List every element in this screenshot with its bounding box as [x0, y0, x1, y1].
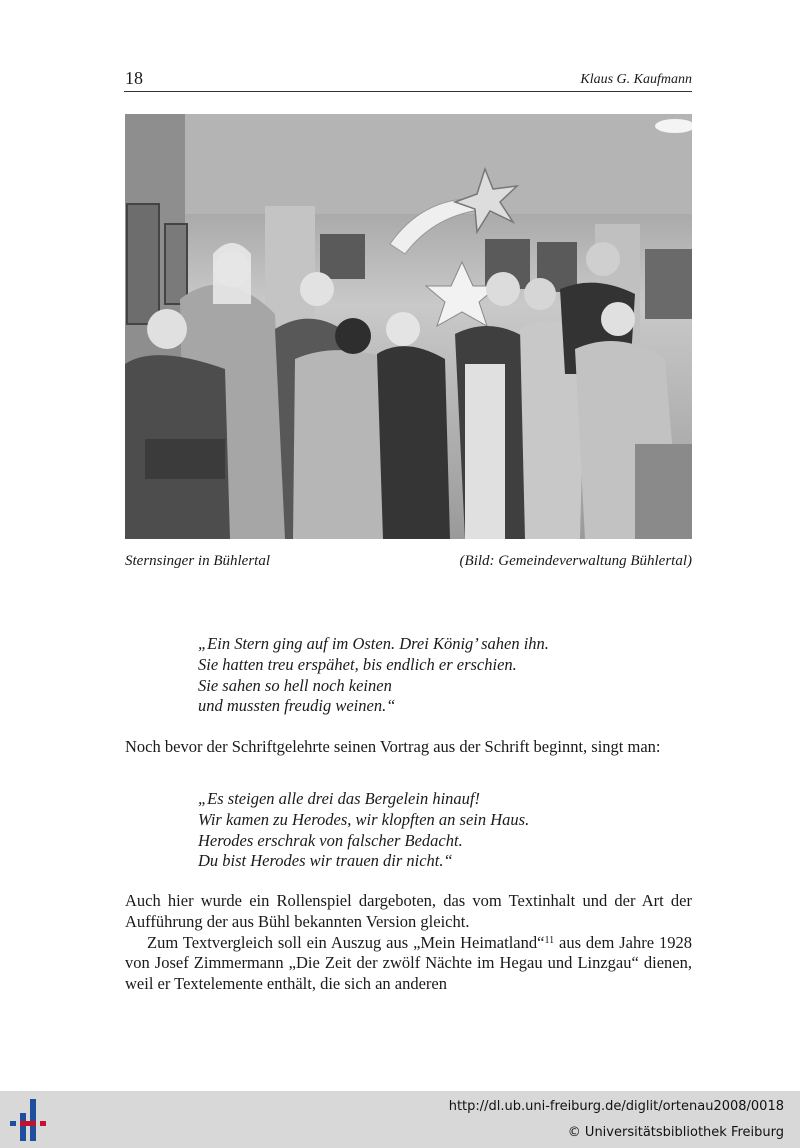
verse-line: Sie sahen so hell noch keinen — [198, 675, 392, 695]
verse-line: „Ein Stern ging auf im Osten. Drei König’ sahen ihn. — [198, 634, 549, 653]
figure-caption: Sternsinger in Bühlertal — [125, 553, 270, 569]
verse-quote-1 — [198, 634, 549, 717]
verse-quote-2 — [198, 789, 529, 872]
verse-line: und mussten freudig weinen.“ — [198, 696, 396, 716]
paragraph-text-continued — [125, 933, 692, 995]
paragraph-text-part: Zum Textvergleich soll ein Auszug aus „Mein Heimatland“ — [147, 932, 545, 952]
verse-line: Wir kamen zu Herodes, wir klopften an sein Haus. — [198, 809, 530, 829]
page-number: 18 — [125, 68, 143, 88]
footer-url-link[interactable]: http://dl.ub.uni-freiburg.de/diglit/ortenau2008/0018 — [448, 1099, 784, 1114]
footnote-marker[interactable]: 11 — [544, 934, 555, 946]
photo-sternsinger — [125, 114, 692, 539]
library-logo-icon — [10, 1099, 50, 1141]
paragraph-text: Auch hier wurde ein Rollenspiel dargeboten, das vom Textinhalt und der Art der Aufführung der aus Bühl bekannten Version gleicht. — [125, 891, 692, 931]
running-header-author: Klaus G. Kaufmann — [580, 72, 692, 87]
figure-credit: (Bild: Gemeindeverwaltung Bühlertal) — [459, 553, 692, 569]
body-paragraph-1: Noch bevor der Schriftgelehrte seinen Vortrag aus der Schrift beginnt, singt man: — [125, 737, 661, 756]
body-paragraph-2 — [125, 891, 692, 995]
photo-illustration — [125, 114, 692, 539]
verse-line: Herodes erschrak von falscher Bedacht. — [198, 830, 463, 850]
verse-line: Sie hatten treu erspähet, bis endlich er erschien. — [198, 654, 517, 674]
footer-copyright: © Universitätsbibliothek Freiburg — [567, 1125, 784, 1140]
verse-line: „Es steigen alle drei das Bergelein hinauf! — [198, 789, 480, 808]
paragraph-text-part: aus dem Jahre 1928 von Josef Zimmermann „Die Zeit der zwölf Nächte im Hegau und Linzgau“ dienen, weil er Textelemente enthält, die sich an anderen — [125, 932, 693, 994]
header-rule — [124, 91, 692, 92]
verse-line: Du bist Herodes wir trauen dir nicht.“ — [198, 851, 453, 871]
